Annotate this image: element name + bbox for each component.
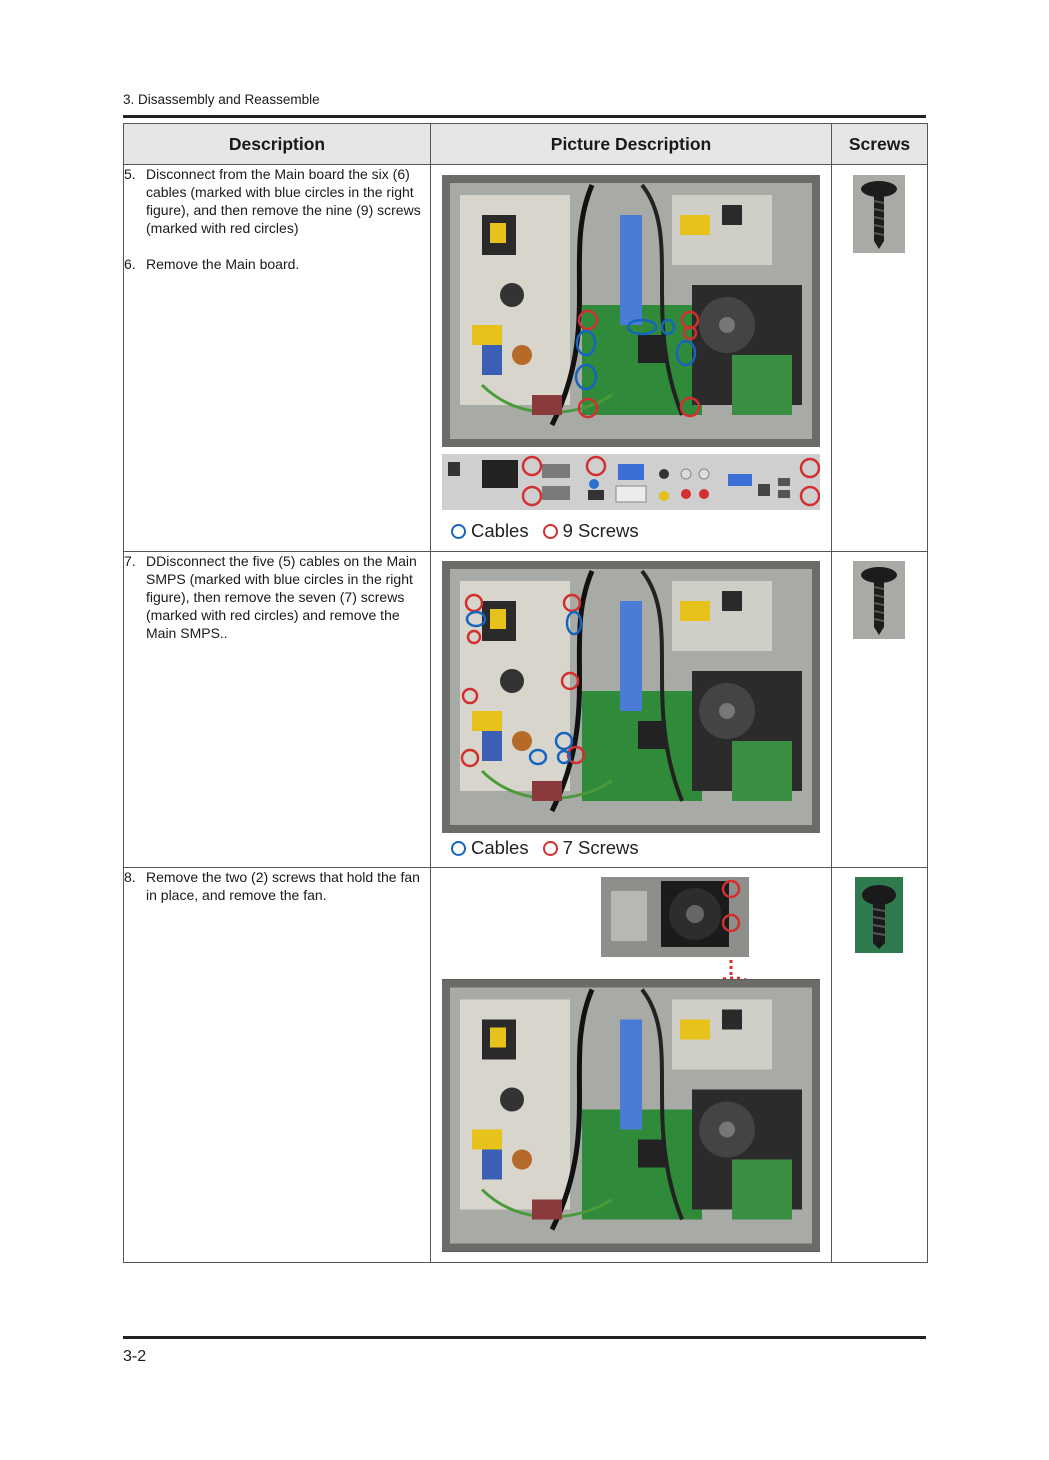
step-item — [124, 255, 430, 273]
table-row — [124, 552, 928, 868]
table-row — [124, 868, 928, 1263]
step-number: 6. — [124, 256, 136, 272]
marker-legend — [451, 520, 639, 542]
page-number: 3-2 — [123, 1348, 147, 1365]
legend-screws-label: 9 Screws — [562, 520, 639, 541]
board-overview-photo — [442, 979, 820, 1252]
step-number: 8. — [124, 869, 136, 885]
step-item — [124, 868, 430, 904]
blue-circle-icon — [451, 841, 466, 856]
screw-image — [853, 175, 905, 253]
picture-cell — [431, 868, 832, 1263]
description-cell — [124, 868, 431, 1263]
main-board-photo — [442, 175, 820, 447]
marker-legend — [451, 837, 639, 859]
legend-cables-label: Cables — [471, 837, 529, 858]
step-text: DDisconnect the five (5) cables on the Main SMPS (marked with blue circles in the right figure), then remove the seven (7) screws (marked with red circles) and remove the Main SMPS.. — [146, 553, 417, 641]
picture-cell — [431, 552, 832, 868]
screws-cell — [832, 868, 928, 1263]
screws-cell — [832, 552, 928, 868]
step-number: 5. — [124, 166, 136, 182]
legend-cables-label: Cables — [471, 520, 529, 541]
column-header-picture: Picture Description — [431, 124, 832, 165]
step-text: Disconnect from the Main board the six (6) cables (marked with blue circles in the right figure), and then remove the nine (9) screws (marked with red circles) — [146, 166, 421, 236]
step-text: Remove the two (2) screws that hold the fan in place, and remove the fan. — [146, 869, 420, 903]
fan-photo — [601, 877, 749, 957]
header-rule — [123, 115, 926, 118]
red-circle-icon — [543, 524, 558, 539]
column-header-description: Description — [124, 124, 431, 165]
disassembly-table — [123, 123, 928, 1263]
description-cell — [124, 552, 431, 868]
column-header-screws: Screws — [832, 124, 928, 165]
red-circle-icon — [543, 841, 558, 856]
table-row — [124, 165, 928, 552]
smps-photo — [442, 561, 820, 833]
rear-panel-photo — [442, 454, 820, 510]
screws-cell — [832, 165, 928, 552]
step-item — [124, 552, 430, 642]
screw-image — [855, 877, 903, 953]
legend-screws-label: 7 Screws — [562, 837, 639, 858]
section-title: 3. Disassembly and Reassemble — [123, 92, 320, 107]
footer-rule — [123, 1336, 926, 1339]
picture-cell — [431, 165, 832, 552]
step-item — [124, 165, 430, 237]
screw-image — [853, 561, 905, 639]
blue-circle-icon — [451, 524, 466, 539]
description-cell — [124, 165, 431, 552]
step-text: Remove the Main board. — [146, 256, 300, 272]
step-number: 7. — [124, 553, 136, 569]
